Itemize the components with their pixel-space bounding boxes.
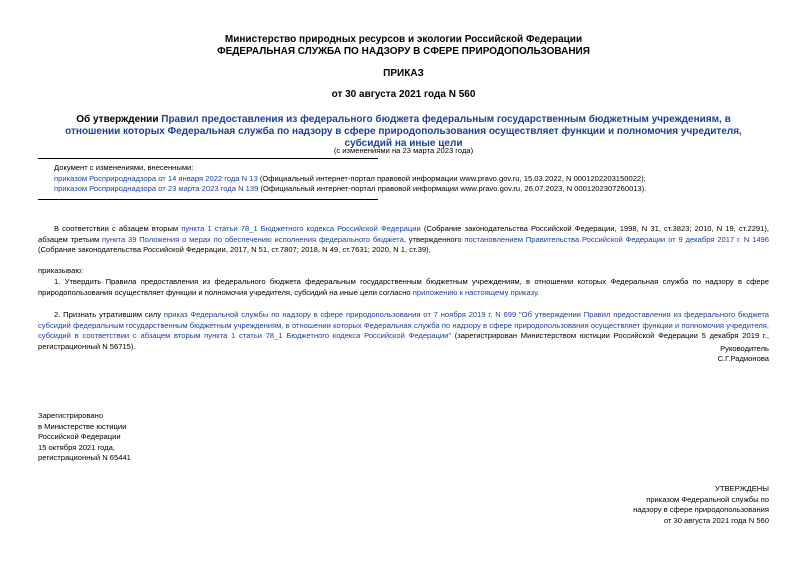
change-text-2: (Официальный интернет-портал правовой информации www.pravo.gov.ru, 26.07.2023, N 0001202307260013). [258,184,647,193]
title-prefix: Об утверждении [76,114,162,125]
registration-block [38,411,238,464]
approved-line: УТВЕРЖДЕНЫ [715,484,769,493]
budget-code-link[interactable]: пункта 1 статьи 78_1 Бюджетного кодекса Российской Федерации [181,224,421,233]
divider-bottom [38,199,378,200]
edition-note: (с изменениями на 23 марта 2023 года) [333,146,474,155]
change-link-2[interactable]: приказом Росприроднадзора от 23 марта 2023 года N 139 [54,184,259,193]
approved-line: от 30 августа 2021 года N 560 [663,515,769,525]
order-word: приказываю: [38,266,84,275]
item1-text: 1. Утвердить Правила предоставления из федерального бюджета федеральным государственным бюджетным учреждениям, в отношении которых Федеральная служба по надзору в сфере природопользования осуществляет функции и полномочия учредителя, субсидий на иные цели согласно [38,277,769,297]
doc-type: ПРИКАЗ [383,68,424,79]
regulation-link[interactable]: пункта 39 Положения о мерах по обеспечению исполнения федерального бюджета [102,234,404,244]
changes-item [54,174,774,185]
page-title [60,114,747,150]
approved-line: надзору в сфере природопользования [633,505,769,514]
approved-line: приказом Федеральной службы по [646,494,769,504]
order-item-1 [38,277,769,298]
ministry-name: Министерство природных ресурсов и экологии Российской Федерации [224,34,583,45]
item1-end: . [537,287,540,297]
doc-date-number: от 30 августа 2021 года N 560 [331,89,476,100]
registration-line: регистрационный N 65441 [38,453,131,462]
registration-line: в Министерстве юстиции [38,421,127,431]
signature-role: Руководитель [720,344,769,353]
registration-line: 15 октября 2021 года, [38,442,115,452]
preamble-text: (Собрание законодательства Российской Федерации, 2017, N 51, ст.7807; 2018, N 49, ст.7631; 2020, N 1, ст.39), [38,245,431,254]
approved-block [520,484,769,526]
government-decree-link[interactable]: постановлением Правительства Российской Федерации от 9 декабря 2017 г. N 1496 [464,234,770,244]
changes-item [54,184,774,195]
item2-end: (зарегистрирован Министерством юстиции Российской Федерации 5 декабря 2019 г., регистрационный N 56715). [38,331,769,351]
preamble-text: (Собрание законодательства Российской Федерации, 1998, N 31, ст.3823; 2010, N 19, ст.2291), абзацем третьим [38,224,770,244]
registration-line: Российской Федерации [38,432,121,441]
preamble-text: , утвержденного [403,234,465,244]
changes-box [54,163,774,195]
registration-line: Зарегистрировано [38,411,104,420]
divider-top [38,158,378,159]
changes-heading: Документ с изменениями, внесенными: [54,163,194,172]
preamble-paragraph [38,224,769,256]
item2-text: 2. Признать утратившим силу [54,310,164,319]
repealed-order-link[interactable]: приказ Федеральной службы по надзору в сфере природопользования от 7 ноября 2019 г. N 699 "Об утверждении Правил предоставления из федерального бюджета субсидий федеральным государственным бюджетным учреждениям, в отношении которых Федеральная служба по надзору в сфере природопользования осуществляет функции и полномочия учредителя, субсидий в соответствии с абзацем вторым пункта 1 статьи 78_1 Бюджетного кодекса Российской Федерации" [38,310,769,340]
title-link[interactable]: Правил предоставления из федерального бюджета федеральным государственным бюджетным учреждениям, в отношении которых Федеральная служба по надзору в сфере природопользования осуществляет функции и полномочия учредителя, субсидий на иные цели [65,114,742,149]
change-text-1: (Официальный интернет-портал правовой информации www.pravo.gov.ru, 15.03.2022, N 0001202203150022); [257,173,646,183]
change-link-1[interactable]: приказом Росприроднадзора от 14 января 2022 года N 13 [54,173,258,183]
signature-name: С.Г.Радионова [717,354,769,363]
preamble-text: В соответствии с абзацем вторым [54,224,182,233]
appendix-link[interactable]: приложению к настоящему приказу [412,287,538,297]
service-name: ФЕДЕРАЛЬНАЯ СЛУЖБА ПО НАДЗОРУ В СФЕРЕ ПРИРОДОПОЛЬЗОВАНИЯ [217,46,590,57]
